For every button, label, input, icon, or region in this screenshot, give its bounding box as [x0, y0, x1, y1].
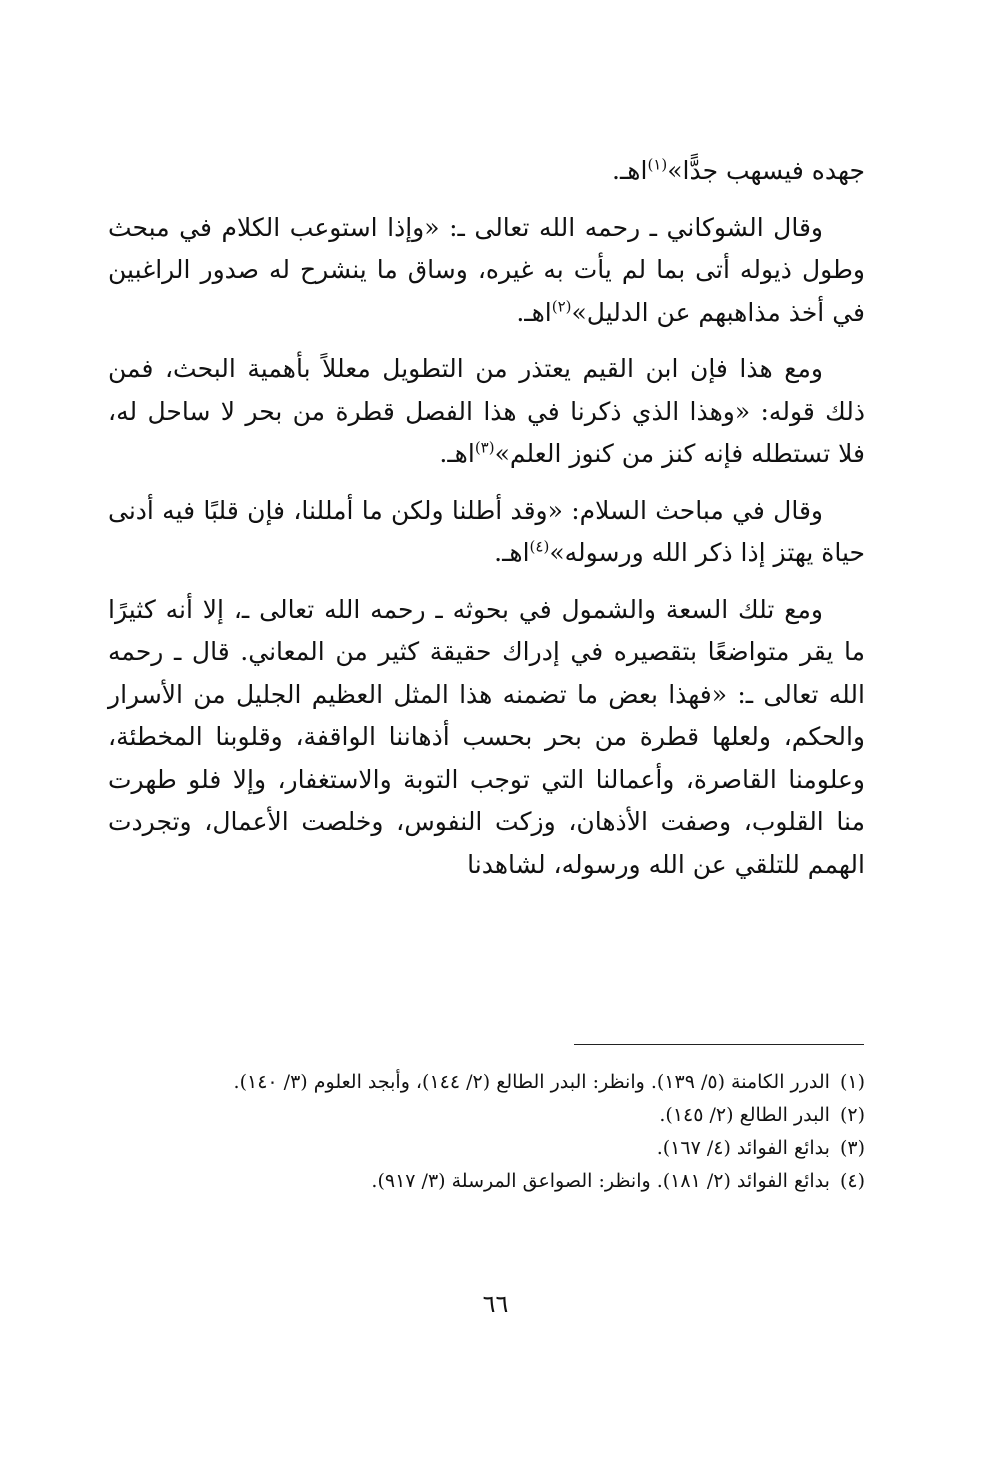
- footnote-ref-4: (٤): [529, 537, 550, 556]
- footnote-separator: [574, 1044, 864, 1045]
- footnote-4: [108, 1165, 865, 1198]
- footnote-number: (١): [839, 1071, 865, 1093]
- paragraph-4-text: وقال في مباحث السلام: «وقد أطلنا ولكن ما أمللنا، فإن قلبًا فيه أدنى حياة يهتز إذا ذكر الله ورسوله»: [108, 495, 865, 567]
- footnote-ref-1: (١): [647, 155, 668, 174]
- paragraph-1-text: جهده فيسهب جدًّا»: [667, 156, 865, 185]
- footnote-text: بدائع الفوائد (٤/ ١٦٧).: [656, 1137, 830, 1159]
- paragraph-3: [108, 348, 865, 476]
- paragraph-4-end: اهـ.: [494, 538, 530, 567]
- footnote-number: (٢): [839, 1104, 865, 1126]
- paragraph-4: [108, 490, 865, 575]
- paragraph-1-end: اهـ.: [612, 156, 648, 185]
- footnote-ref-2: (٢): [551, 297, 572, 316]
- paragraph-3-end: اهـ.: [439, 439, 475, 468]
- footnote-2: [108, 1099, 865, 1132]
- paragraph-5: [108, 589, 865, 887]
- main-text: [108, 150, 865, 900]
- footnote-number: (٣): [839, 1137, 865, 1159]
- footnote-text: البدر الطالع (٢/ ١٤٥).: [659, 1104, 830, 1126]
- footnote-ref-3: (٣): [474, 438, 495, 457]
- footnote-3: [108, 1132, 865, 1165]
- footnote-number: (٤): [839, 1170, 865, 1192]
- paragraph-3-text: ومع هذا فإن ابن القيم يعتذر من التطويل معللاً بأهمية البحث، فمن ذلك قوله: «وهذا الذي ذكرنا في هذا الفصل قطرة من بحر لا ساحل له، فلا تستطله فإنه كنز من كنوز العلم»: [108, 354, 865, 468]
- paragraph-5-text: ومع تلك السعة والشمول في بحوثه ـ رحمه الله تعالى ـ، إلا أنه كثيرًا ما يقر متواضعًا بتقصيره في إدراك حقيقة كثير من المعاني. قال ـ رحمه الله تعالى ـ: «فهذا بعض ما تضمنه هذا المثل العظيم الجليل من الأسرار والحكم، ولعلها قطرة من بحر بحسب أذهاننا الواقفة، وقلوبنا المخطئة، وعلومنا القاصرة، وأعمالنا التي توجب التوبة والاستغفار، وإلا فلو طهرت منا القلوب، وصفت الأذهان، وزكت النفوس، وخلصت الأعمال، وتجردت الهمم للتلقي عن الله ورسوله، لشاهدنا: [108, 594, 865, 879]
- paragraph-1: [108, 150, 865, 193]
- footnote-text: الدرر الكامنة (٥/ ١٣٩). وانظر: البدر الطالع (٢/ ١٤٤)، وأبجد العلوم (٣/ ١٤٠).: [233, 1071, 830, 1093]
- paragraph-2: [108, 207, 865, 335]
- footnote-text: بدائع الفوائد (٢/ ١٨١). وانظر: الصواعق المرسلة (٣/ ٩١٧).: [371, 1170, 830, 1192]
- page-number: ٦٦: [482, 1290, 509, 1318]
- footnotes: [108, 1066, 865, 1198]
- paragraph-2-end: اهـ.: [516, 297, 552, 327]
- footnote-1: [108, 1066, 865, 1099]
- paragraph-2-text: وقال الشوكاني ـ رحمه الله تعالى ـ: «وإذا استوعب الكلام في مبحث وطول ذيوله أتى بما لم يأت به غيره، وساق ما ينشرح له صدور الراغبين في أخذ مذاهبهم عن الدليل»: [108, 212, 865, 327]
